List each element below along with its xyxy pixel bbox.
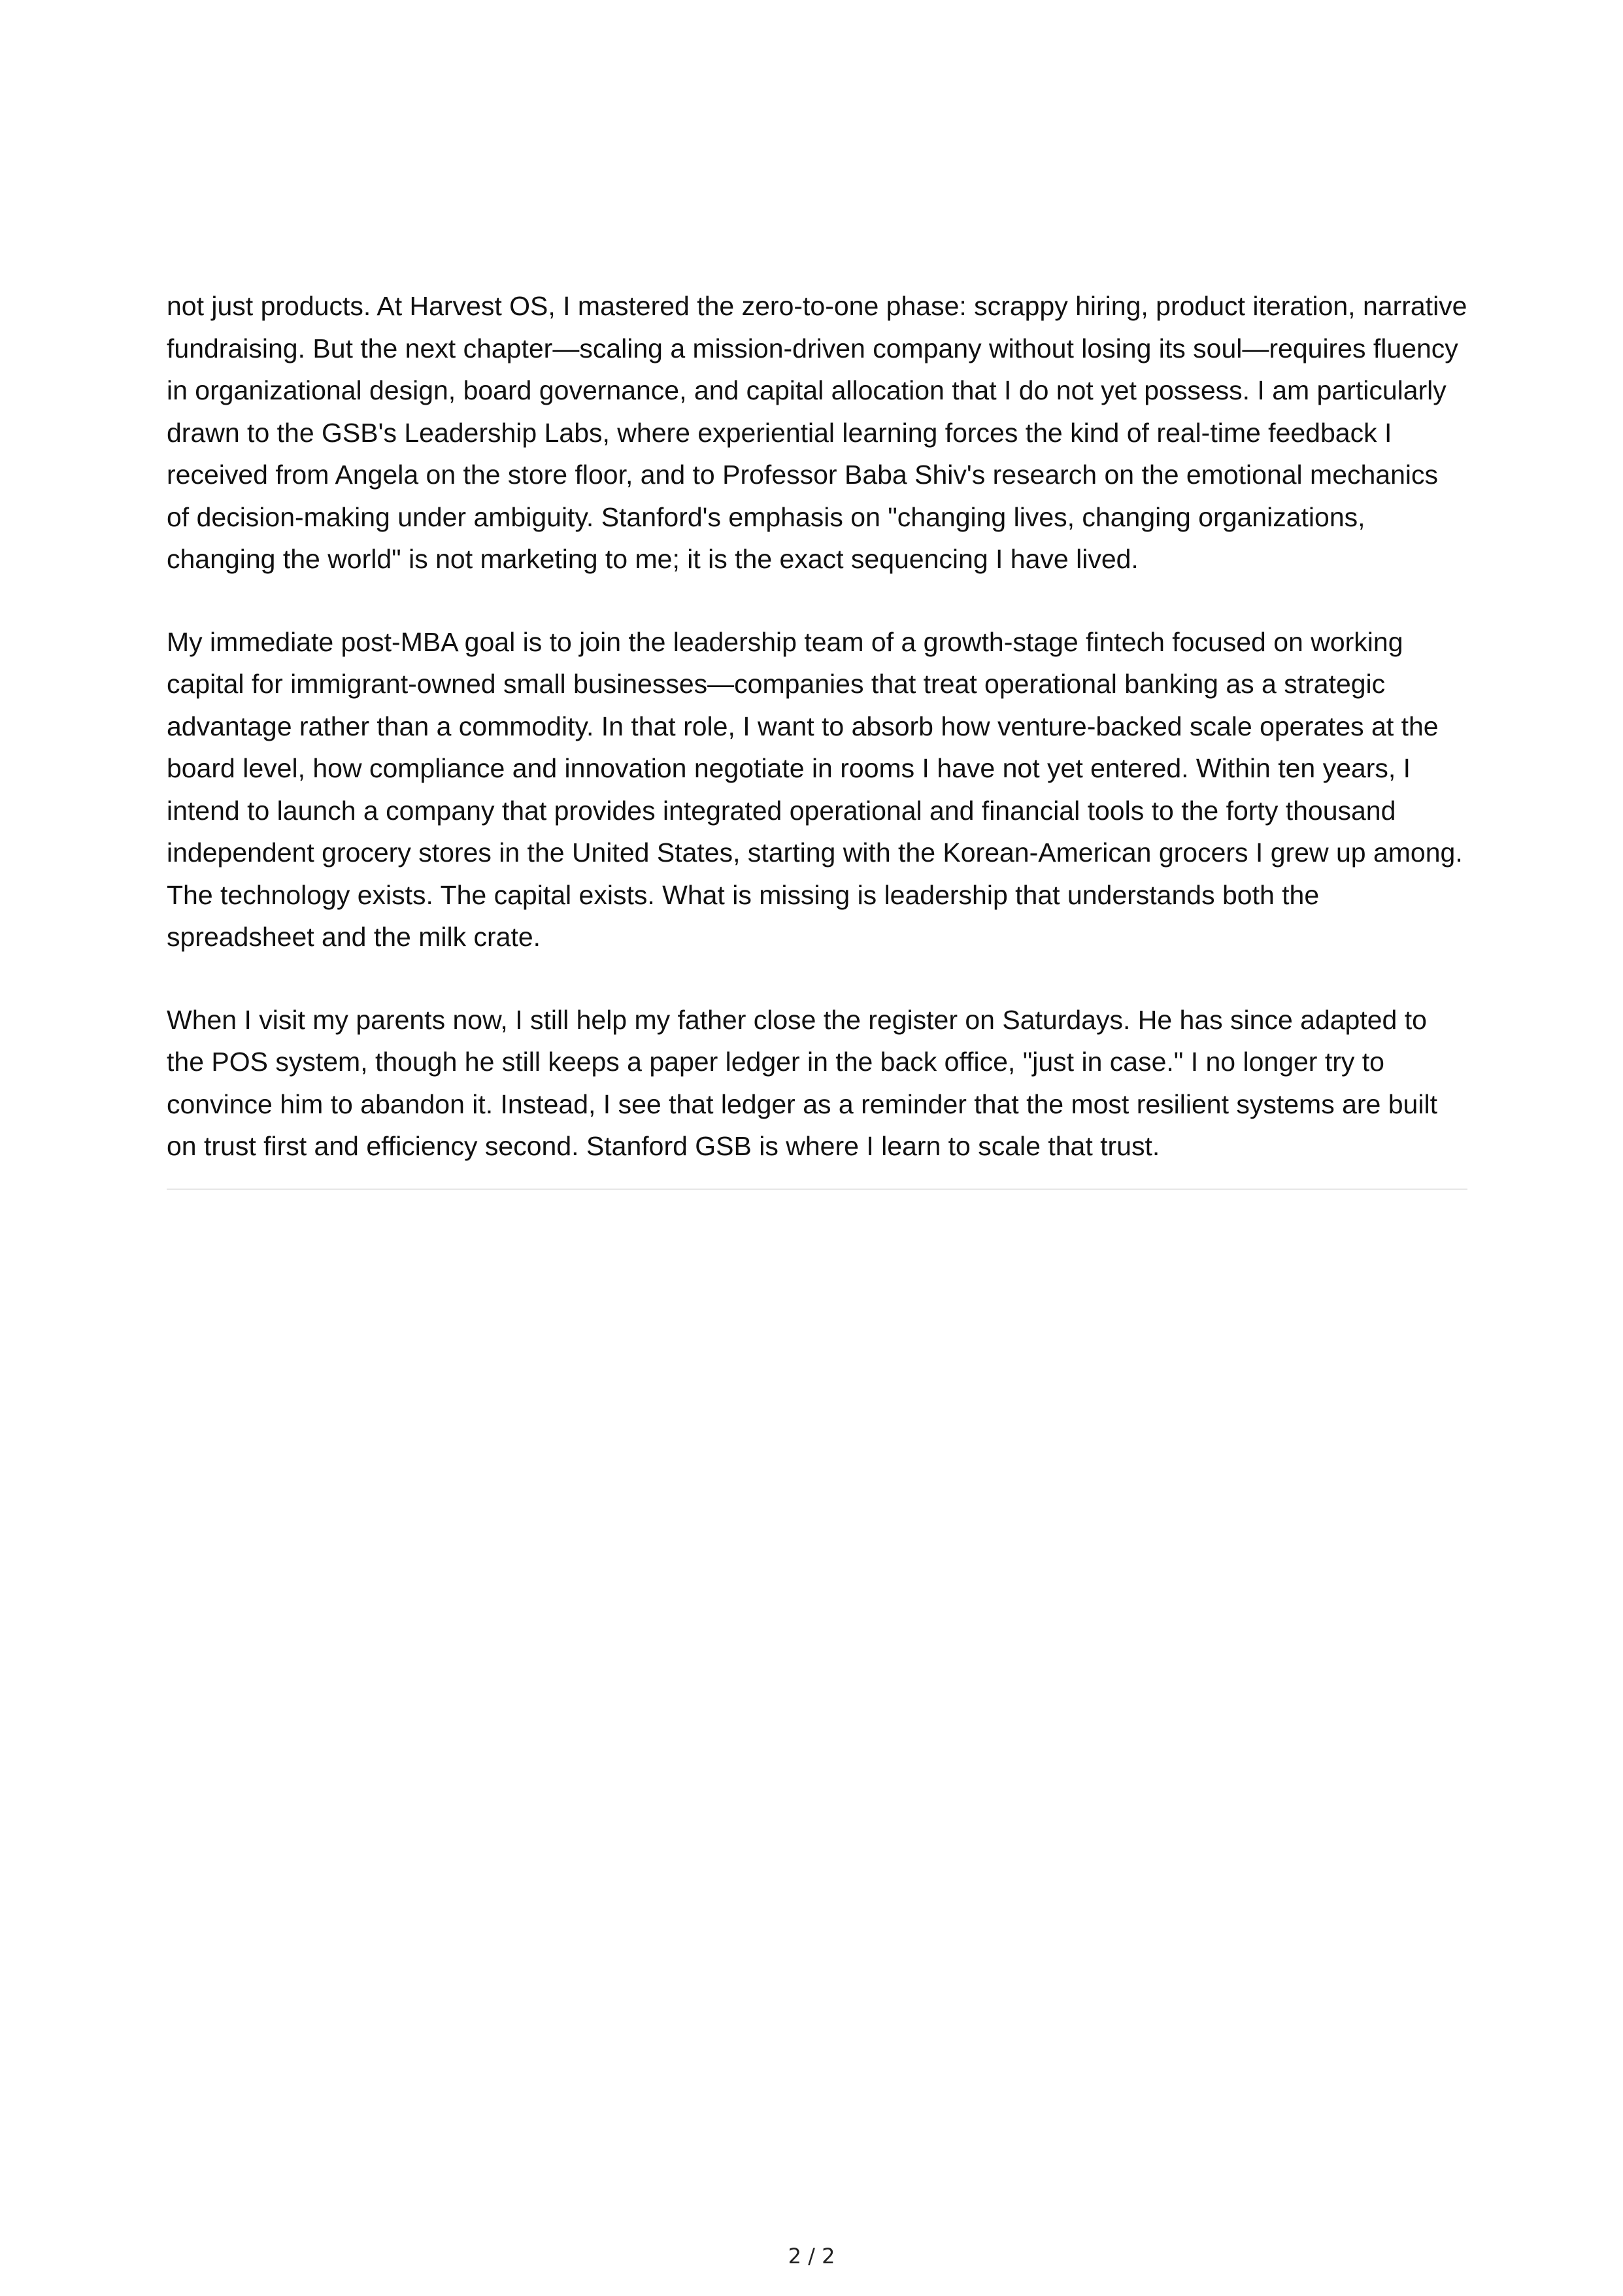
essay-body (167, 285, 1467, 1190)
page-number: 2 / 2 (788, 2244, 835, 2269)
end-divider (167, 1189, 1467, 1190)
essay-paragraph-3: When I visit my parents now, I still help my father close the register on Saturdays. He has since adapted to the POS system, though he still keeps a paper ledger in the back office, "just in case." I no longer try to convince him to abandon it. Instead, I see that ledger as a reminder that the most resilient systems are built on trust first and efficiency second. Stanford GSB is where I learn to scale that trust. (167, 1004, 1437, 1161)
essay-paragraph-1: not just products. At Harvest OS, I mastered the zero-to-one phase: scrappy hiring, product iteration, narrative fundraising. But the next chapter—scaling a mission-driven company without losing its soul—requires fluency in organizational design, board governance, and capital allocation that I do not yet possess. I am particularly drawn to the GSB's Leadership Labs, where experiential learning forces the kind of real-time feedback I received from Angela on the store floor, and to Professor Baba Shiv's research on the emotional mechanics of decision-making under ambiguity. Stanford's emphasis on "changing lives, changing organizations, changing the world" is not marketing to me; it is the exact sequencing I have lived. (167, 291, 1467, 574)
essay-paragraph-2: My immediate post-MBA goal is to join the leadership team of a growth-stage fintech focused on working capital for immigrant-owned small businesses—companies that treat operational banking as a strategic advantage rather than a commodity. In that role, I want to absorb how venture-backed scale operates at the board level, how compliance and innovation negotiate in rooms I have not yet entered. Within ten years, I intend to launch a company that provides integrated operational and financial tools to the forty thousand independent grocery stores in the United States, starting with the Korean-American grocers I grew up among. The technology exists. The capital exists. What is missing is leadership that understands both the spreadsheet and the milk crate. (167, 626, 1463, 952)
